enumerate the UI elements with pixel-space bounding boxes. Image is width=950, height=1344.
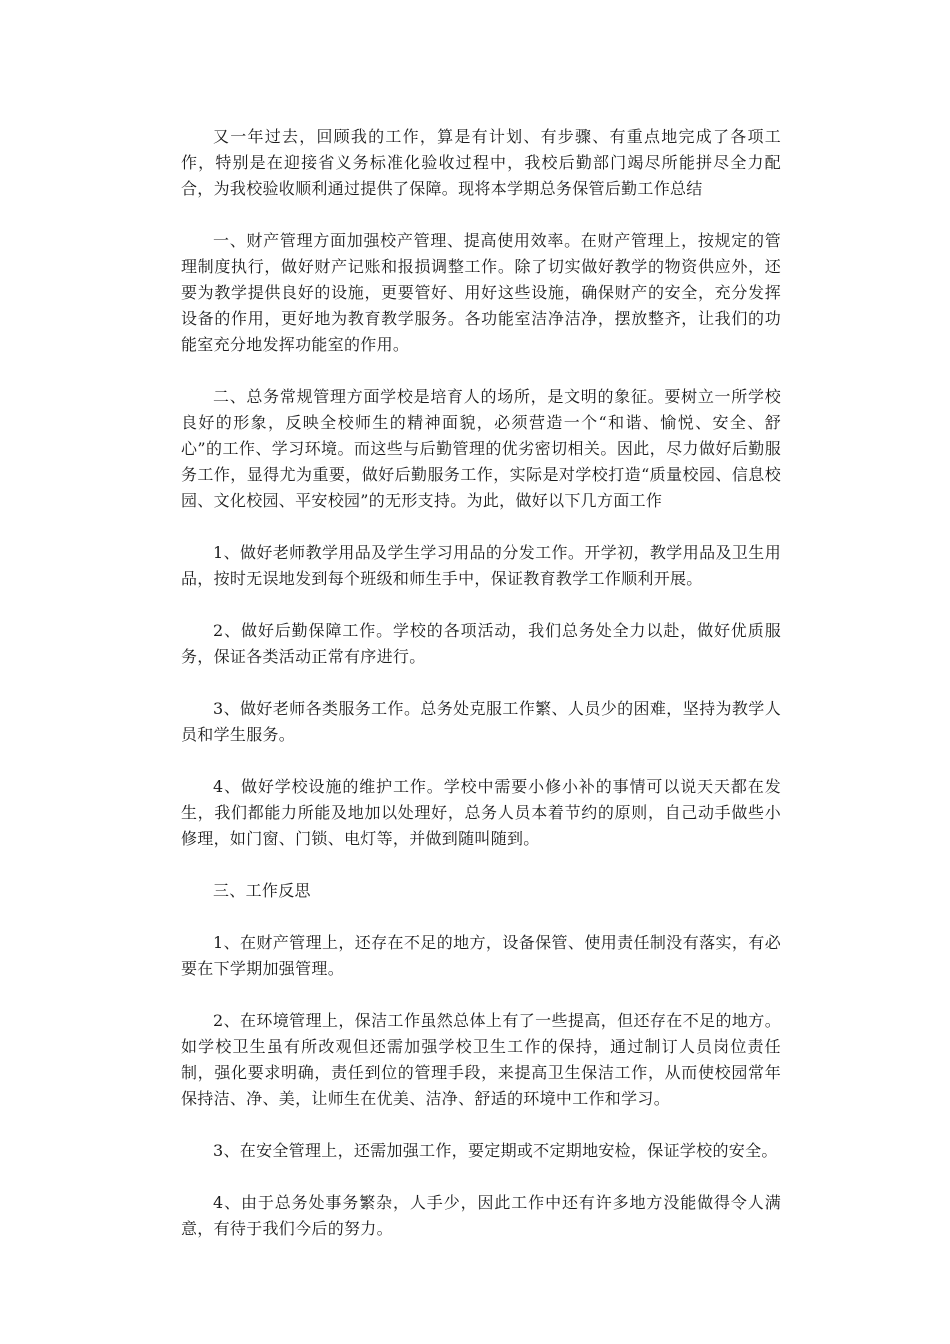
- paragraph-item-2: 2、做好后勤保障工作。学校的各项活动，我们总务处全力以赴，做好优质服务，保证各类活动正常有序进行。: [181, 621, 781, 666]
- paragraph-item-1: 1、做好老师教学用品及学生学习用品的分发工作。开学初，教学用品及卫生用品，按时无误地发到每个班级和师生手中，保证教育教学工作顺利开展。: [181, 543, 781, 588]
- paragraph-item-4: 4、做好学校设施的维护工作。学校中需要小修小补的事情可以说天天都在发生，我们都能力所能及地加以处理好，总务人员本着节约的原则，自己动手做些小修理，如门窗、门锁、电灯等，并做到随叫随到。: [181, 777, 781, 848]
- paragraph-section-2: 二、总务常规管理方面学校是培育人的场所，是文明的象征。要树立一所学校良好的形象，反映全校师生的精神面貌，必须营造一个“和谐、愉悦、安全、舒心”的工作、学习环境。而这些与后勤管理的优劣密切相关。因此，尽力做好后勤服务工作，显得尤为重要，做好后勤服务工作，实际是对学校打造“质量校园、信息校园、文化校园、平安校园”的无形支持。为此，做好以下几方面工作: [181, 387, 781, 510]
- paragraph-item-3: 3、做好老师各类服务工作。总务处克服工作繁、人员少的困难，坚持为教学人员和学生服务。: [181, 699, 781, 744]
- paragraph-section-1: 一、财产管理方面加强校产管理、提高使用效率。在财产管理上，按规定的管理制度执行，做好财产记账和报损调整工作。除了切实做好教学的物资供应外，还要为教学提供良好的设施，更要管好、用好这些设施，确保财产的安全，充分发挥设备的作用，更好地为教育教学服务。各功能室洁净洁净，摆放整齐，让我们的功能室充分地发挥功能室的作用。: [181, 231, 781, 354]
- paragraph-intro: 又一年过去，回顾我的工作，算是有计划、有步骤、有重点地完成了各项工作，特别是在迎接省义务标准化验收过程中，我校后勤部门竭尽所能拼尽全力配合，为我校验收顺利通过提供了保障。现将本学期总务保管后勤工作总结: [181, 127, 781, 198]
- section-heading-reflection: 三、工作反思: [213, 881, 311, 900]
- document-body: [181, 124, 781, 1242]
- paragraph-reflection-2: 2、在环境管理上，保洁工作虽然总体上有了一些提高，但还存在不足的地方。如学校卫生虽有所改观但还需加强学校卫生工作的保持，通过制订人员岗位责任制，强化要求明确，责任到位的管理手段，来提高卫生保洁工作，从而使校园常年保持洁、净、美，让师生在优美、洁净、舒适的环境中工作和学习。: [181, 1011, 781, 1108]
- paragraph-reflection-3: 3、在安全管理上，还需加强工作，要定期或不定期地安检，保证学校的安全。: [213, 1141, 778, 1160]
- paragraph-reflection-4: 4、由于总务处事务繁杂，人手少，因此工作中还有许多地方没能做得令人满意，有待于我们今后的努力。: [181, 1193, 781, 1238]
- paragraph-reflection-1: 1、在财产管理上，还存在不足的地方，设备保管、使用责任制没有落实，有必要在下学期加强管理。: [181, 933, 781, 978]
